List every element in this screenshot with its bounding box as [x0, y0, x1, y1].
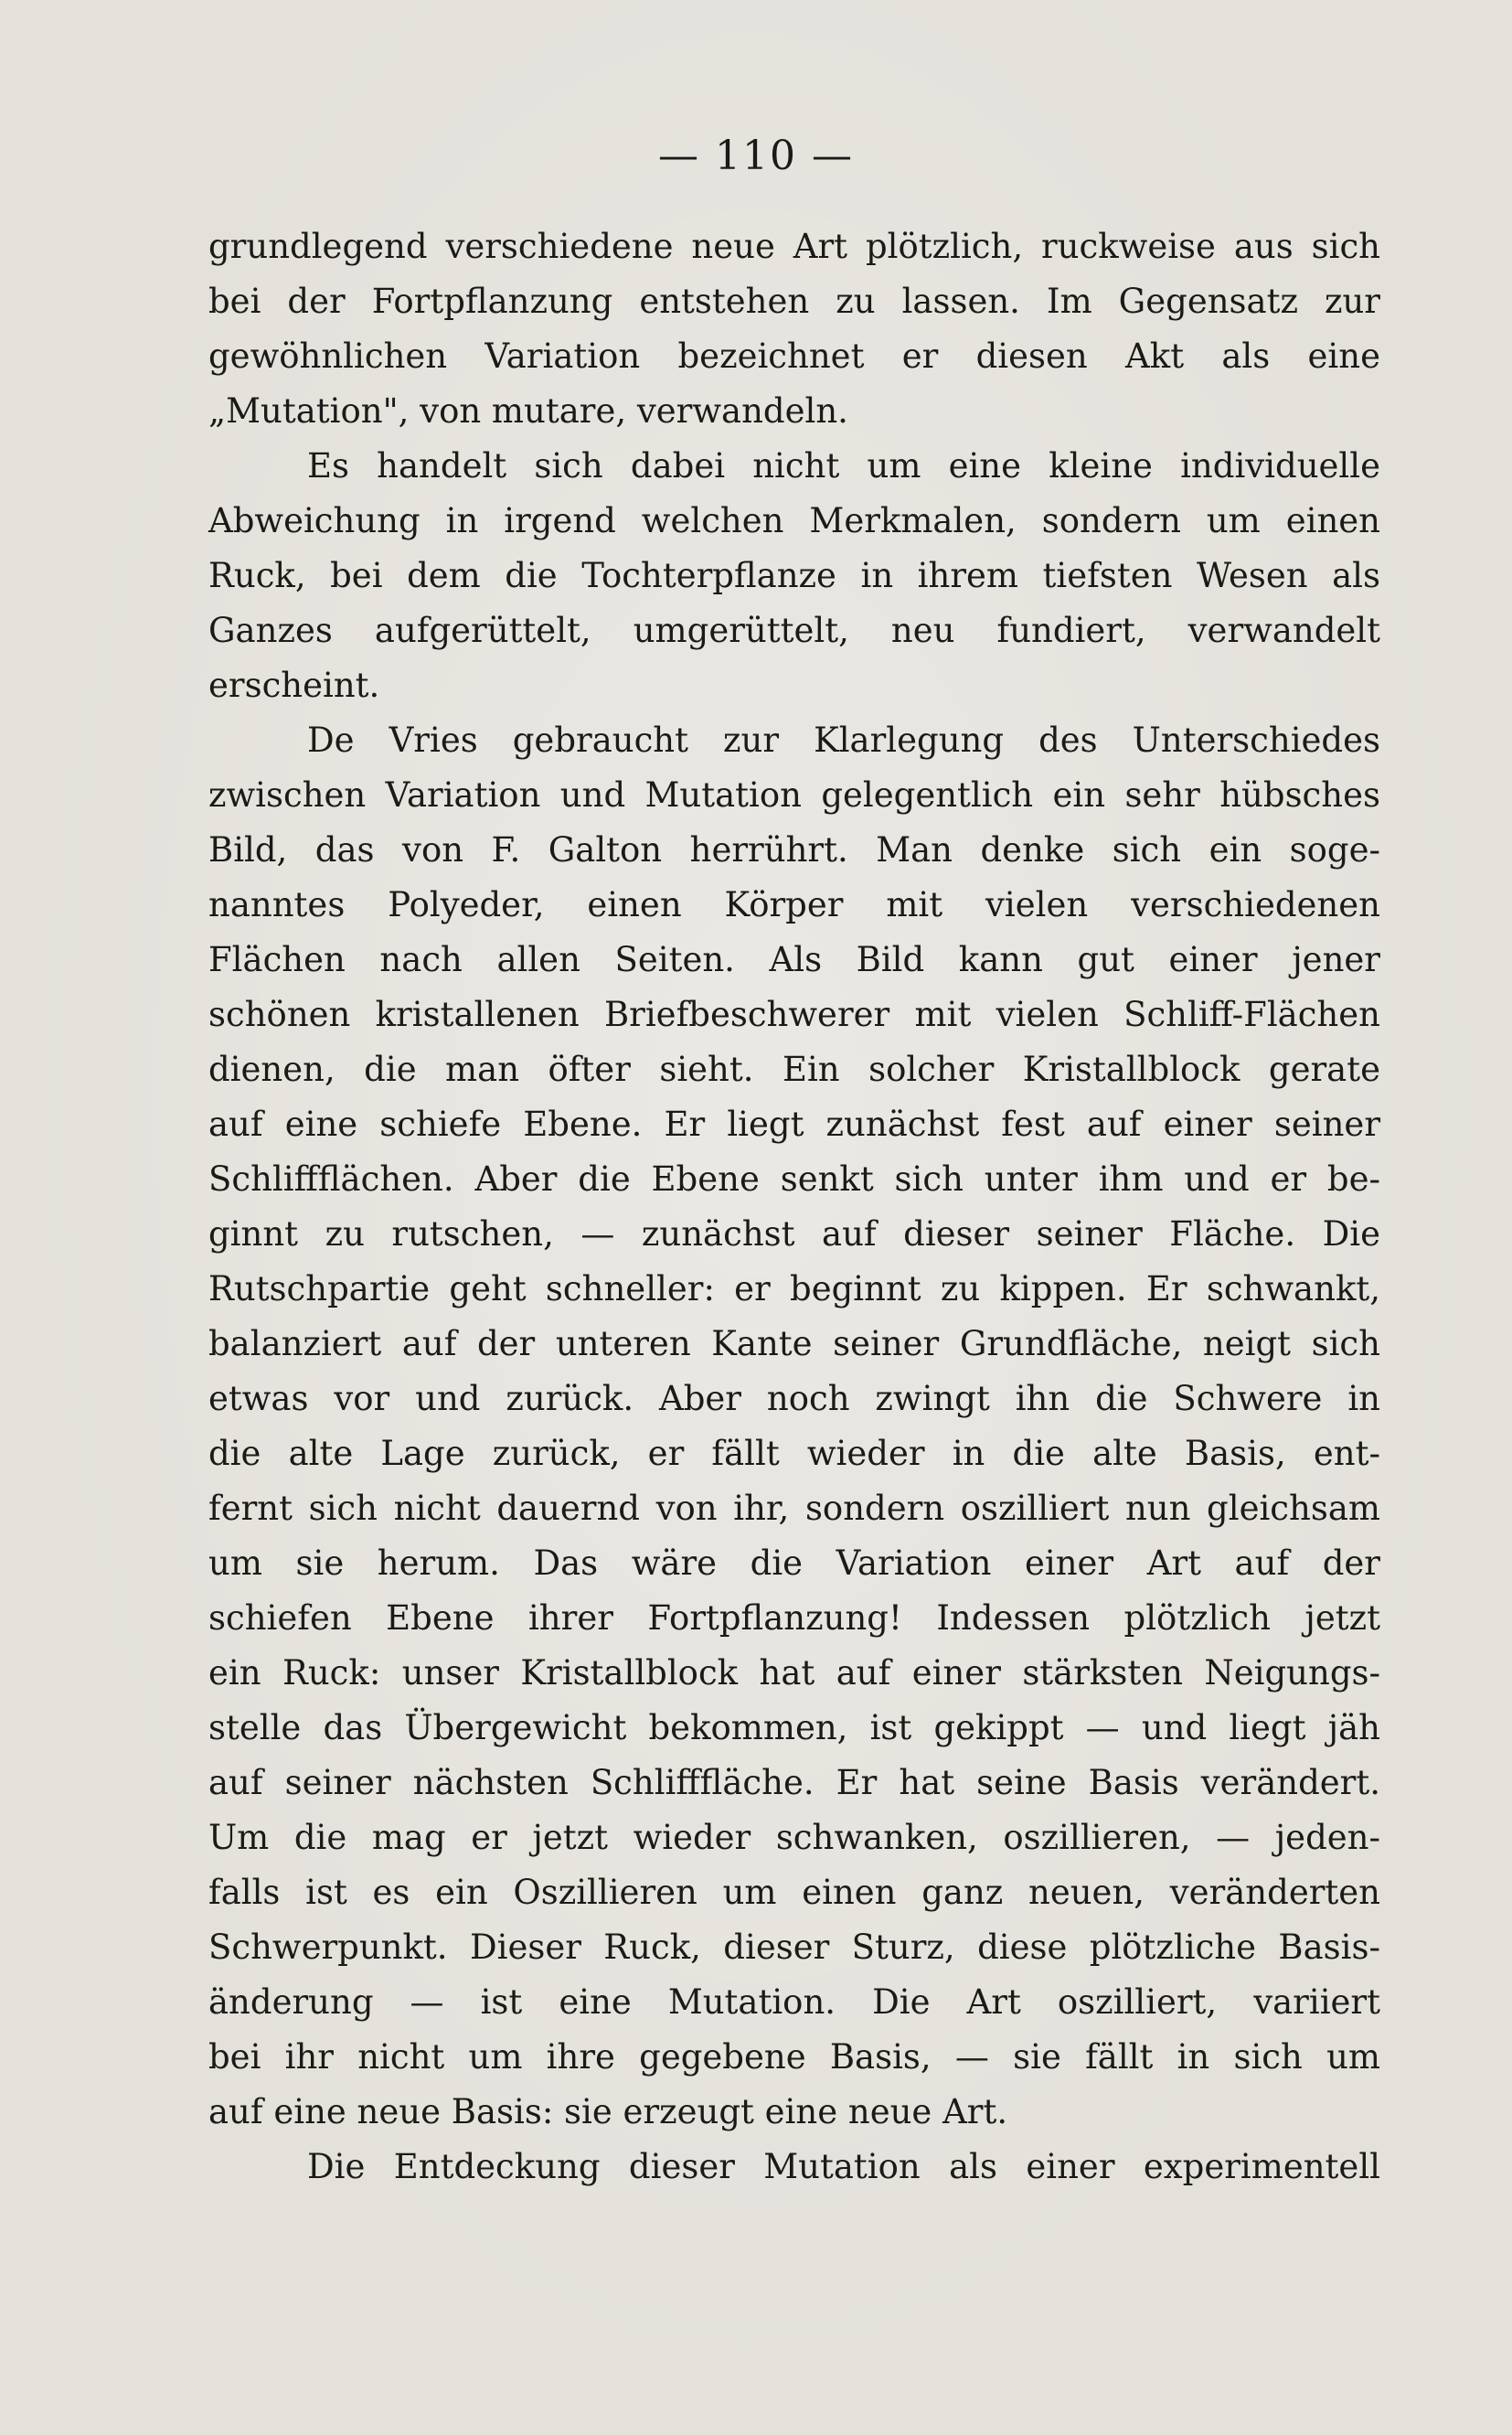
text-line: Schwerpunkt. Dieser Ruck, dieser Sturz, diese plötzliche Basis- — [208, 1928, 1380, 1967]
text-line: Abweichung in irgend welchen Merkmalen, sondern um einen — [208, 501, 1380, 540]
text-line: auf eine schiefe Ebene. Er liegt zunächst fest auf einer seiner — [208, 1105, 1380, 1144]
text-line: auf eine neue Basis: sie erzeugt eine neue Art. — [208, 2092, 1008, 2131]
text-line: stelle das Übergewicht bekommen, ist gekippt — und liegt jäh — [208, 1708, 1380, 1747]
text-line: gewöhnlichen Variation bezeichnet er diesen Akt als eine — [208, 336, 1380, 376]
text-line: etwas vor und zurück. Aber noch zwingt ihn die Schwere in — [208, 1379, 1380, 1418]
text-line: falls ist es ein Oszillieren um einen ganz neuen, veränderten — [208, 1873, 1380, 1912]
text-line: ein Ruck: unser Kristallblock hat auf einer stärksten Neigungs- — [208, 1653, 1380, 1693]
text-line: erscheint. — [208, 666, 380, 705]
page-number: — 110 — — [658, 133, 854, 179]
text-line: De Vries gebraucht zur Klarlegung des Unterschiedes — [307, 721, 1380, 760]
text-line: „Mutation", von mutare, verwandeln. — [208, 391, 848, 431]
text-line: Rutschpartie geht schneller: er beginnt zu kippen. Er schwankt, — [208, 1269, 1380, 1308]
text-line: Bild, das von F. Galton herrührt. Man denke sich ein soge- — [208, 830, 1380, 870]
text-line: bei ihr nicht um ihre gegebene Basis, — sie fällt in sich um — [208, 2037, 1380, 2077]
body-text — [208, 219, 1380, 2195]
text-line: Schliffflächen. Aber die Ebene senkt sich unter ihm und er be- — [208, 1159, 1380, 1199]
text-line: die alte Lage zurück, er fällt wieder in die alte Basis, ent- — [208, 1434, 1380, 1473]
text-line: schiefen Ebene ihrer Fortpflanzung! Indessen plötzlich jetzt — [208, 1598, 1380, 1638]
text-line: ginnt zu rutschen, — zunächst auf dieser seiner Fläche. Die — [208, 1214, 1380, 1254]
text-line: zwischen Variation und Mutation gelegentlich ein sehr hübsches — [208, 775, 1380, 815]
text-line: um sie herum. Das wäre die Variation einer Art auf der — [208, 1543, 1380, 1583]
text-line: Ganzes aufgerüttelt, umgerüttelt, neu fundiert, verwandelt — [208, 611, 1380, 650]
text-line: grundlegend verschiedene neue Art plötzlich, ruckweise aus sich — [208, 227, 1380, 266]
text-line: Um die mag er jetzt wieder schwanken, oszillieren, — jeden- — [208, 1818, 1380, 1857]
text-line: Die Entdeckung dieser Mutation als einer experimentell — [307, 2147, 1380, 2186]
text-line: änderung — ist eine Mutation. Die Art oszilliert, variiert — [208, 1982, 1380, 2022]
text-line: bei der Fortpflanzung entstehen zu lassen. Im Gegensatz zur — [208, 282, 1380, 321]
text-line: Ruck, bei dem die Tochterpflanze in ihrem tiefsten Wesen als — [208, 556, 1380, 595]
text-line: nanntes Polyeder, einen Körper mit vielen verschiedenen — [208, 885, 1380, 924]
text-line: Flächen nach allen Seiten. Als Bild kann gut einer jener — [208, 940, 1380, 979]
text-line: Es handelt sich dabei nicht um eine kleine individuelle — [307, 446, 1380, 486]
text-line: schönen kristallenen Briefbeschwerer mit vielen Schliff-Flächen — [208, 995, 1380, 1034]
text-line: fernt sich nicht dauernd von ihr, sondern oszilliert nun gleichsam — [208, 1489, 1380, 1528]
text-line: balanziert auf der unteren Kante seiner Grundfläche, neigt sich — [208, 1324, 1380, 1363]
text-line: auf seiner nächsten Schlifffläche. Er hat seine Basis verändert. — [208, 1763, 1380, 1802]
text-line: dienen, die man öfter sieht. Ein solcher Kristallblock gerate — [208, 1050, 1380, 1089]
